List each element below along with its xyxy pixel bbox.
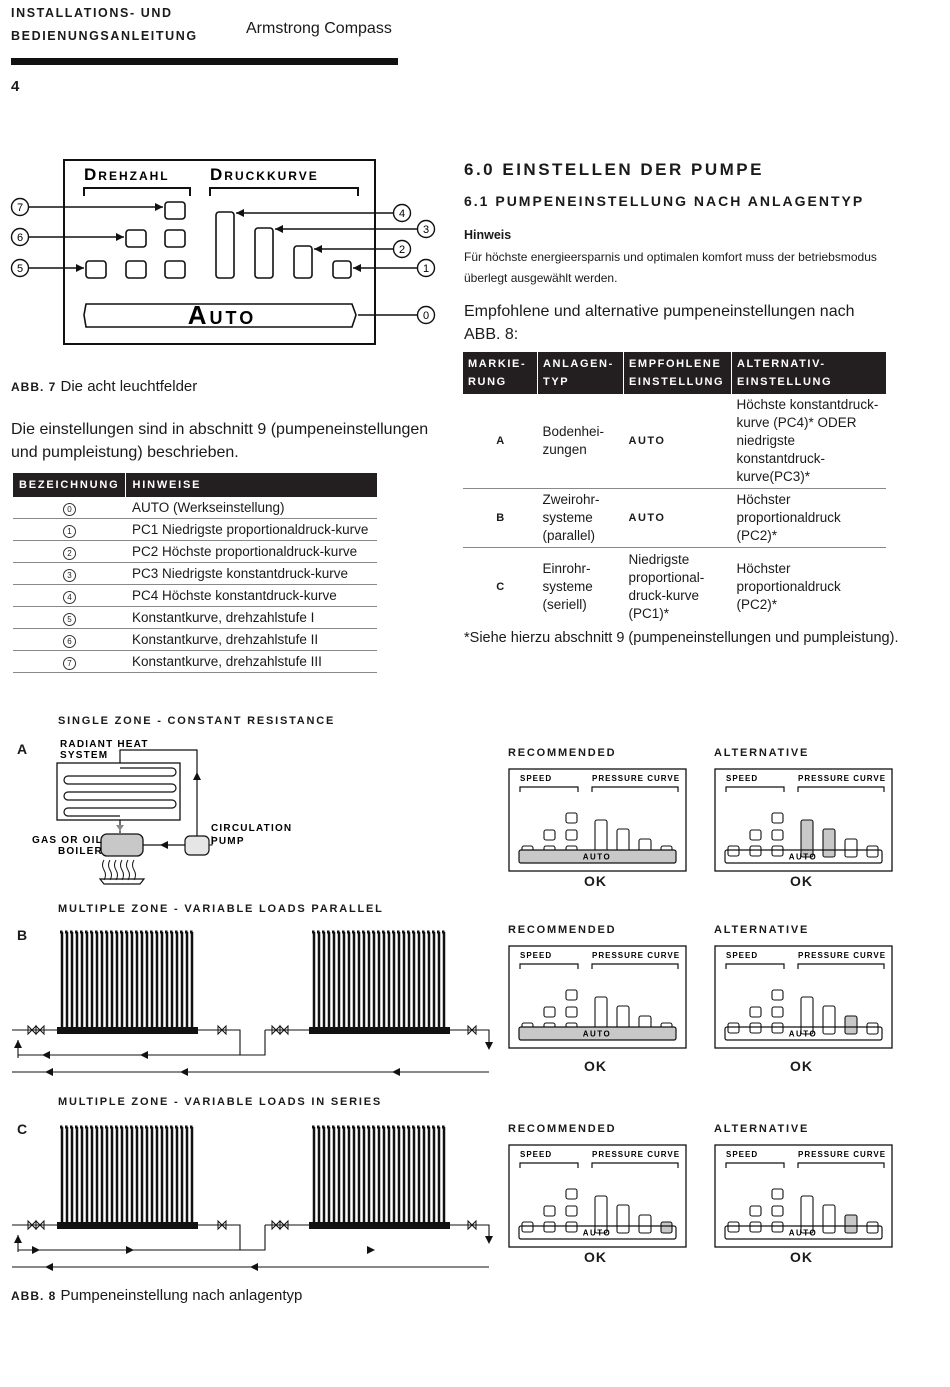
curve-bracket [592, 964, 678, 969]
table-row [463, 489, 886, 548]
led-s2b [566, 830, 577, 840]
led-speed-3 [165, 202, 185, 219]
mini-control-panel [714, 945, 894, 1050]
recommended-label: RECOMMENDED [508, 924, 617, 936]
svg-text:6: 6 [16, 232, 24, 244]
led-pc4 [801, 997, 813, 1034]
table-row [13, 497, 377, 519]
ok-label: OK [790, 1249, 813, 1265]
manual-title [11, 2, 198, 48]
led-pc1 [867, 846, 878, 857]
curve-bracket [592, 1163, 678, 1168]
radiant-coil [64, 768, 176, 816]
table-cell: PC4 Höchste konstantdruck-kurve [126, 585, 377, 607]
led-s1a [728, 1023, 739, 1033]
svg-text:4: 4 [398, 208, 406, 220]
speed-label: SPEED [520, 774, 553, 783]
fig7-control-panel [0, 150, 450, 350]
radiator-right [309, 932, 450, 1034]
led-speed-1b [126, 261, 146, 278]
marker-badge: 5 [63, 613, 76, 626]
table-cell: PC3 Niedrigste konstantdruck-kurve [126, 563, 377, 585]
fig8-caption [11, 1287, 302, 1304]
table-row [463, 394, 886, 489]
led-pc3 [823, 1006, 835, 1034]
col-recommended: EMPFOHLENE EINSTELLUNG [624, 352, 732, 394]
led-pc2 [845, 1215, 857, 1233]
table-row [463, 548, 886, 626]
fig7-caption-label: ABB. 7 [11, 380, 57, 394]
table-cell: AUTO [624, 394, 732, 489]
svg-text:CIRCULATION: CIRCULATION [211, 823, 293, 834]
led-s1a [522, 1222, 533, 1232]
auto-label: AUTO [582, 1228, 612, 1238]
table-cell: PC1 Niedrigste proportionaldruck-kurve [126, 519, 377, 541]
led-s1c [772, 846, 783, 856]
table-cell: Höchster proportionaldruck (PC2)* [736, 560, 841, 612]
led-s2b [566, 1007, 577, 1017]
led-s3 [566, 990, 577, 1000]
alternative-label: ALTERNATIVE [714, 924, 810, 936]
led-pc2 [294, 246, 312, 278]
svg-text:0: 0 [422, 310, 430, 322]
svg-text:7: 7 [16, 202, 24, 214]
curve-bracket [798, 787, 884, 792]
speed-label: SPEED [726, 1150, 759, 1159]
speed-bracket [520, 964, 578, 969]
led-pc4 [801, 820, 813, 857]
fig7-caption-text: Die acht leuchtfelder [60, 378, 198, 395]
table-cell: Konstantkurve, drehzahlstufe III [126, 651, 377, 673]
recommendation-intro: Empfohlene und alternative pumpeneinstellungen nach ABB. 8: [464, 303, 855, 343]
speed-bracket [726, 964, 784, 969]
marker-badge: 3 [63, 569, 76, 582]
col-alternative: ALTERNATIV-EINSTELLUNG [732, 352, 887, 394]
led-s2a [750, 1206, 761, 1216]
table-cell: AUTO [624, 489, 732, 548]
ok-label: OK [584, 1058, 607, 1074]
speed-bracket [726, 787, 784, 792]
note-text: Für höchste energieersparnis und optimalen komfort muss der betriebsmodus überlegt ausgewählt werden. [464, 250, 877, 285]
footnote: *Siehe hierzu abschnitt 9 (pumpeneinstellungen und pumpleistung). [464, 630, 899, 646]
led-pc1 [867, 1222, 878, 1233]
speed-heading: Drehzahl [84, 165, 170, 184]
table-row [13, 519, 377, 541]
table-cell: B [463, 489, 538, 548]
table-cell: Konstantkurve, drehzahlstufe II [126, 629, 377, 651]
curve-label: PRESSURE CURVE [798, 1150, 887, 1159]
led-s2b [772, 1206, 783, 1216]
led-pc3 [617, 1205, 629, 1233]
speed-bracket [84, 188, 190, 196]
curve-bracket [798, 1163, 884, 1168]
auto-label: AUTO [788, 1029, 818, 1039]
led-s2a [750, 1007, 761, 1017]
curve-label: PRESSURE CURVE [592, 774, 681, 783]
led-s3 [772, 813, 783, 823]
curve-label: PRESSURE CURVE [798, 774, 887, 783]
diagram-parallel [0, 920, 500, 1080]
led-s2b [772, 1007, 783, 1017]
table-cell: Höchster proportionaldruck (PC2)* [732, 489, 887, 548]
table-cell: PC2 Höchste proportionaldruck-kurve [126, 541, 377, 563]
auto-label: AUTO [582, 852, 612, 862]
fig8-caption-label: ABB. 8 [11, 1289, 57, 1303]
radiator-left [57, 932, 198, 1034]
led-pc4 [216, 212, 234, 278]
led-s3 [772, 1189, 783, 1199]
led-s1c [772, 1222, 783, 1232]
table-row [13, 607, 377, 629]
led-s3 [566, 1189, 577, 1199]
ok-label: OK [584, 873, 607, 889]
svg-text:GAS OR OIL: GAS OR OIL [32, 835, 103, 846]
section-b-letter: B [17, 927, 28, 943]
marker-badge: 0 [63, 503, 76, 516]
ok-label: OK [790, 873, 813, 889]
curve-bracket [210, 188, 358, 196]
col-designation: BEZEICHNUNG [13, 473, 126, 497]
led-s2a [750, 830, 761, 840]
radiator-right [309, 1127, 450, 1229]
section-c-title: MULTIPLE ZONE - VARIABLE LOADS IN SERIES [58, 1096, 382, 1108]
section-b-title: MULTIPLE ZONE - VARIABLE LOADS PARALLEL [58, 903, 384, 915]
col-notes: HINWEISE [126, 473, 377, 497]
header-rule [11, 58, 398, 65]
svg-text:1: 1 [422, 263, 430, 275]
led-speed-2 [126, 230, 146, 247]
svg-text:PUMP: PUMP [211, 836, 245, 847]
speed-label: SPEED [726, 951, 759, 960]
table-cell: Einrohr-systeme (seriell) [542, 560, 593, 612]
led-speed-2b [165, 230, 185, 247]
boiler [101, 834, 143, 856]
speed-bracket [726, 1163, 784, 1168]
svg-text:5: 5 [16, 263, 24, 275]
designation-table [13, 473, 377, 673]
led-s2b [772, 830, 783, 840]
ok-label: OK [790, 1058, 813, 1074]
auto-label: AUTO [788, 1228, 818, 1238]
led-pc1 [661, 1222, 672, 1233]
alternative-label: ALTERNATIVE [714, 747, 810, 759]
col-type: ANLAGEN-TYP [538, 352, 624, 394]
svg-text:2: 2 [398, 244, 406, 256]
marker-badge: 6 [63, 635, 76, 648]
curve-label: PRESSURE CURVE [592, 951, 681, 960]
diagram-single-zone [0, 735, 330, 885]
curve-label: PRESSURE CURVE [592, 1150, 681, 1159]
led-speed-1c [165, 261, 185, 278]
led-s1a [728, 1222, 739, 1232]
section-a-title: SINGLE ZONE - CONSTANT RESISTANCE [58, 715, 336, 727]
auto-label: AUTO [582, 1029, 612, 1039]
led-pc4 [595, 1196, 607, 1233]
recommended-label: RECOMMENDED [508, 1123, 617, 1135]
table-cell: AUTO (Werkseinstellung) [126, 497, 377, 519]
auto-label: Auto [187, 300, 257, 330]
marker-badge: 1 [63, 525, 76, 538]
led-pc1 [333, 261, 351, 278]
led-s3 [566, 813, 577, 823]
svg-text:SYSTEM: SYSTEM [60, 750, 109, 761]
speed-bracket [520, 787, 578, 792]
page-number: 4 [11, 78, 20, 95]
heading-6-1: 6.1 PUMPENEINSTELLUNG NACH ANLAGENTYP [464, 193, 865, 209]
table-row [13, 541, 377, 563]
led-s2a [544, 1206, 555, 1216]
table-cell: Höchste konstantdruck-kurve (PC4)* ODER niedrigste konstantdruck-kurve(PC3)* [732, 394, 887, 489]
led-s1b [750, 1222, 761, 1232]
speed-label: SPEED [726, 774, 759, 783]
curve-label: PRESSURE CURVE [798, 951, 887, 960]
svg-text:BOILER: BOILER [58, 846, 103, 857]
mini-control-panel [508, 768, 688, 873]
speed-label: SPEED [520, 1150, 553, 1159]
curve-bracket [592, 787, 678, 792]
table-row [13, 585, 377, 607]
led-s3 [772, 990, 783, 1000]
table-row [13, 651, 377, 673]
led-pc2 [639, 1215, 651, 1233]
radiator-left [57, 1127, 198, 1229]
curve-heading: Druckkurve [210, 165, 319, 184]
svg-text:3: 3 [422, 224, 430, 236]
alternative-label: ALTERNATIVE [714, 1123, 810, 1135]
speed-bracket [520, 1163, 578, 1168]
led-s1b [750, 846, 761, 856]
fig7-caption [11, 378, 197, 395]
marker-badge: 7 [63, 657, 76, 670]
section-a-letter: A [17, 741, 28, 757]
intro-text: Die einstellungen sind in abschnitt 9 (pumpeneinstellungen und pumpleistung) beschrieben. [11, 421, 429, 461]
auto-label: AUTO [788, 852, 818, 862]
table-cell: Bodenhei-zungen [538, 394, 624, 489]
led-pc3 [823, 829, 835, 857]
ok-label: OK [584, 1249, 607, 1265]
led-pc3 [255, 228, 273, 278]
led-pc2 [845, 839, 857, 857]
table-cell: Niedrigste proportional-druck-kurve (PC1)* [628, 551, 705, 621]
manual-title-line2: BEDIENUNGSANLEITUNG [11, 29, 198, 43]
led-pc4 [801, 1196, 813, 1233]
speed-label: SPEED [520, 951, 553, 960]
led-pc1 [867, 1023, 878, 1034]
mini-control-panel [508, 1144, 688, 1249]
mini-control-panel [508, 945, 688, 1050]
marker-badge: 4 [63, 591, 76, 604]
mini-control-panel [714, 1144, 894, 1249]
fig8-caption-text: Pumpeneinstellung nach anlagentyp [60, 1287, 303, 1304]
circulation-pump [185, 836, 209, 855]
led-pc3 [823, 1205, 835, 1233]
marker-badge: 2 [63, 547, 76, 560]
svg-text:RADIANT HEAT: RADIANT HEAT [60, 739, 149, 750]
led-s1b [750, 1023, 761, 1033]
led-pc2 [845, 1016, 857, 1034]
table-row [13, 629, 377, 651]
settings-table [463, 352, 886, 626]
table-cell: C [496, 580, 505, 593]
table-row [13, 563, 377, 585]
led-s1c [566, 1222, 577, 1232]
curve-bracket [798, 964, 884, 969]
led-s1a [728, 846, 739, 856]
recommended-label: RECOMMENDED [508, 747, 617, 759]
heading-6-0: 6.0 EINSTELLEN DER PUMPE [464, 160, 764, 179]
mini-control-panel [714, 768, 894, 873]
led-s2a [544, 830, 555, 840]
note-label: Hinweis [464, 228, 512, 242]
led-s1b [544, 1222, 555, 1232]
led-s2b [566, 1206, 577, 1216]
product-name: Armstrong Compass [246, 20, 392, 37]
flame-icon [103, 860, 136, 880]
table-cell: A [463, 394, 538, 489]
diagram-series [0, 1115, 500, 1275]
table-cell: Konstantkurve, drehzahlstufe I [126, 607, 377, 629]
table-cell: Zweirohr-systeme (parallel) [538, 489, 624, 548]
manual-title-line1: INSTALLATIONS- UND [11, 6, 173, 20]
led-speed-1 [86, 261, 106, 278]
led-s2a [544, 1007, 555, 1017]
led-s1c [772, 1023, 783, 1033]
col-mark: MARKIE-RUNG [463, 352, 538, 394]
section-c-letter: C [17, 1121, 28, 1137]
